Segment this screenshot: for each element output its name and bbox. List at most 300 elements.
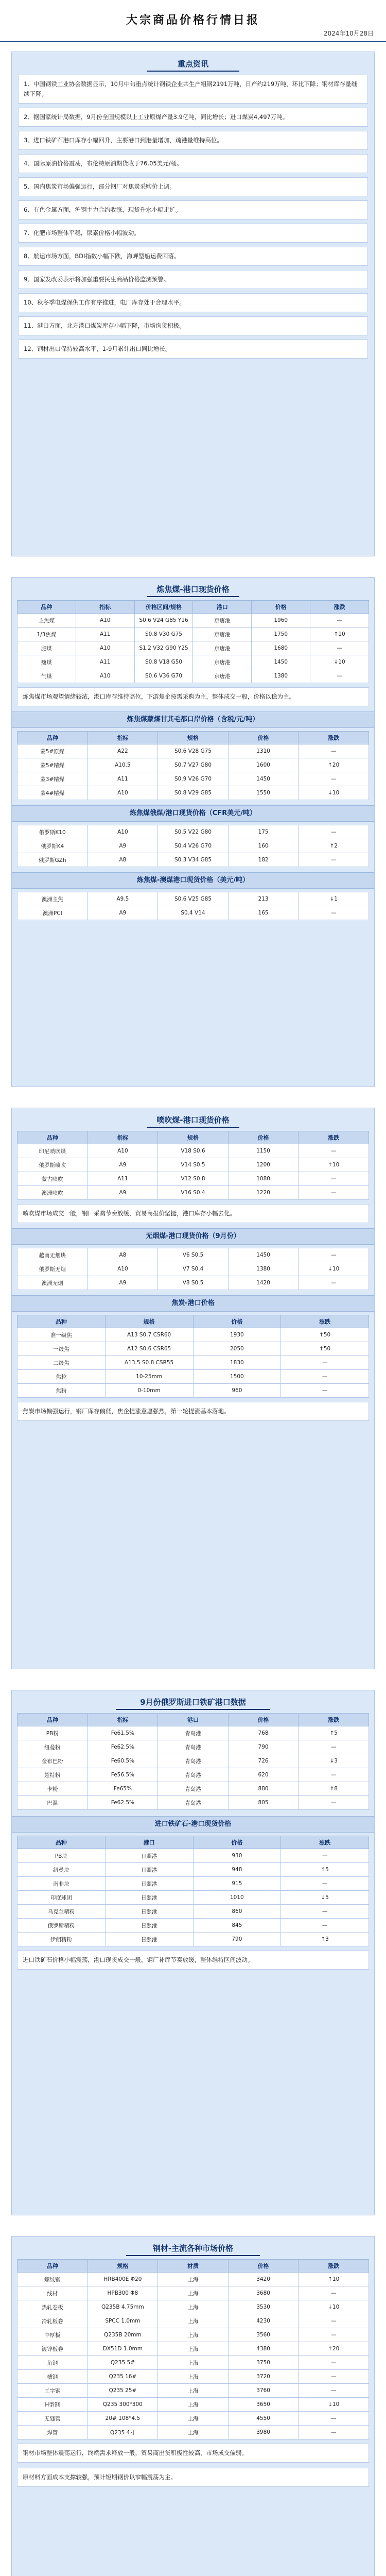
table-row [17, 1158, 369, 1172]
aus-caption: 炼焦煤-澳煤港口现货价格（美元/吨） [12, 872, 374, 889]
table-cell: — [299, 2412, 369, 2426]
table-cell: Fe60.5% [87, 1754, 158, 1768]
table-cell: Fe61.5% [87, 1726, 158, 1740]
table-cell: 日照港 [105, 1891, 193, 1905]
table-cell: 冷轧板卷 [17, 2314, 88, 2328]
table-row [17, 1384, 369, 1398]
highlights-panel [11, 52, 375, 556]
table-cell: — [299, 906, 369, 920]
coking-coal-caption: 炼焦煤-港口现货价格 [147, 583, 239, 597]
table-cell: — [299, 2356, 369, 2370]
table-cell: 蒙古喷吹 [17, 1172, 88, 1186]
table-cell: 焦粉 [17, 1384, 106, 1398]
column-header: 指标 [87, 1714, 158, 1726]
table-row [17, 1919, 369, 1933]
column-header: 涨跌 [299, 1714, 369, 1726]
table-cell: A9.5 [87, 892, 158, 906]
table-cell: 角钢 [17, 2356, 88, 2370]
table-cell: 青岛港 [158, 1754, 229, 1768]
table-cell: 1450 [228, 772, 299, 786]
table-cell: 上海 [158, 2286, 229, 2300]
table-row [17, 2273, 369, 2286]
column-header: 规格 [158, 732, 229, 744]
table-cell: 1500 [193, 1370, 281, 1384]
table-cell: — [299, 744, 369, 758]
table-cell: 青岛港 [158, 1768, 229, 1782]
column-header: 涨跌 [299, 732, 369, 744]
table-cell: — [310, 641, 369, 655]
table-cell: 青岛港 [158, 1740, 229, 1754]
table-row [17, 1276, 369, 1290]
table-cell: 伊朗精粉 [17, 1933, 106, 1946]
table-row [17, 2356, 369, 2370]
table-cell: — [299, 1186, 369, 1200]
steel-table [17, 2259, 369, 2439]
steel-note: 钢材市场整体震荡运行，终端需求释放一般，贸易商出货积极性较高，市场成交偏弱。 [17, 2444, 369, 2463]
column-header: 价格 [252, 601, 310, 614]
table-cell: 焦粒 [17, 1370, 106, 1384]
table-cell: V18 S0.6 [158, 1144, 229, 1158]
anthracite-caption: 无烟煤-港口现货价格（9月份） [12, 1228, 374, 1245]
table-cell: 乌克兰精粉 [17, 1905, 106, 1919]
table-cell: 日照港 [105, 1863, 193, 1877]
highlight-item: 10、秋冬季电煤保供工作有序推进，电厂库存处于合理水平。 [18, 293, 368, 312]
column-header: 涨跌 [299, 2260, 369, 2273]
column-header: 价格 [228, 1714, 299, 1726]
table-cell: — [299, 2314, 369, 2328]
table-cell: 1750 [252, 628, 310, 641]
highlight-item: 8、航运市场方面，BDI指数小幅下跌，海岬型船运费回落。 [18, 247, 368, 266]
table-row [17, 2426, 369, 2439]
table-cell: Q235B 4.75mm [87, 2300, 158, 2314]
highlight-item: 11、港口方面，北方港口煤炭库存小幅下降，市场询货积极。 [18, 316, 368, 335]
table-cell: 青岛港 [158, 1782, 229, 1796]
table-cell: 1450 [228, 1248, 299, 1262]
column-header: 港口 [158, 1714, 229, 1726]
table-cell: 1830 [193, 1356, 281, 1370]
table-cell: 螺纹钢 [17, 2273, 88, 2286]
table-cell: 160 [228, 839, 299, 853]
table-cell: 蒙3#精煤 [17, 772, 88, 786]
table-row [17, 1754, 369, 1768]
table-cell: A8 [87, 1248, 158, 1262]
table-cell: 蒙5#原煤 [17, 744, 88, 758]
steel-caption: 钢材-主流各种市场价格 [126, 2242, 260, 2256]
table-cell: 1600 [228, 758, 299, 772]
highlight-item: 7、化肥市场整体平稳，尿素价格小幅波动。 [18, 224, 368, 243]
table-row [17, 1740, 369, 1754]
table-cell: — [310, 669, 369, 683]
table-row [17, 628, 369, 641]
table-cell: 2050 [193, 1342, 281, 1356]
table-cell: ↑20 [299, 2342, 369, 2356]
table-cell: 3560 [228, 2328, 299, 2342]
table-cell: 3980 [228, 2426, 299, 2439]
pci-panel [11, 1108, 375, 1669]
table-row [17, 2286, 369, 2300]
table-cell: A22 [87, 744, 158, 758]
table-row [17, 1863, 369, 1877]
table-cell: 京唐港 [193, 614, 252, 628]
highlight-item: 6、有色金属方面，沪铜主力合约收涨，现货升水小幅走扩。 [18, 200, 368, 219]
table-cell: 俄罗斯GZh [17, 853, 88, 867]
table-cell: 1450 [252, 655, 310, 669]
table-cell: — [281, 1370, 369, 1384]
table-row [17, 744, 369, 758]
table-cell: V7 S0.4 [158, 1262, 229, 1276]
table-cell: PB块 [17, 1849, 106, 1863]
table-cell: ↓5 [281, 1891, 369, 1905]
table-cell: A10 [87, 825, 158, 839]
table-cell: 790 [193, 1933, 281, 1946]
table-row [17, 1328, 369, 1342]
table-cell: 超特粉 [17, 1768, 88, 1782]
coke-caption: 焦炭-港口价格 [12, 1295, 374, 1312]
table-cell: — [299, 1796, 369, 1810]
table-cell: — [310, 614, 369, 628]
table-cell: Fe62.5% [87, 1796, 158, 1810]
column-header: 价格 [228, 2260, 299, 2273]
table-row [17, 641, 369, 655]
table-cell: A12 S0.6 CSR65 [105, 1342, 193, 1356]
table-cell: PB粉 [17, 1726, 88, 1740]
table-cell: ↑5 [281, 1863, 369, 1877]
table-cell: 805 [228, 1796, 299, 1810]
table-cell: 1220 [228, 1186, 299, 1200]
table-cell: ↑10 [299, 1158, 369, 1172]
table-cell: 二级焦 [17, 1356, 106, 1370]
table-cell: 澳洲主焦 [17, 892, 88, 906]
table-cell: 日照港 [105, 1877, 193, 1891]
table-cell: Q235 300*300 [87, 2398, 158, 2412]
table-cell: ↑2 [299, 839, 369, 853]
table-cell: 1960 [252, 614, 310, 628]
table-cell: 中厚板 [17, 2328, 88, 2342]
table-row [17, 2370, 369, 2384]
table-cell: A10 [87, 786, 158, 800]
table-cell: Fe62.5% [87, 1740, 158, 1754]
table-cell: 213 [228, 892, 299, 906]
table-cell: A11 [76, 628, 134, 641]
table-cell: — [281, 1877, 369, 1891]
table-row [17, 655, 369, 669]
table-cell: — [299, 2384, 369, 2398]
table-cell: S0.6 V24 G85 Y16 [134, 614, 193, 628]
highlight-item: 1、中国钢铁工业协会数据显示，10月中旬重点统计钢铁企业共生产粗钢2191万吨，日产约219万吨，环比下降；钢材库存量继续下降。 [18, 75, 368, 104]
table-cell: S0.3 V34 G85 [158, 853, 229, 867]
column-header: 规格 [105, 1315, 193, 1328]
table-cell: 青岛港 [158, 1796, 229, 1810]
column-header: 品种 [17, 1315, 106, 1328]
table-cell: ↑10 [299, 2273, 369, 2286]
table-cell: 俄罗斯精粉 [17, 1919, 106, 1933]
table-cell: ↑10 [310, 628, 369, 641]
table-cell: A11 [87, 1172, 158, 1186]
table-row [17, 1768, 369, 1782]
table-cell: ↓10 [299, 2398, 369, 2412]
highlight-item: 3、进口铁矿石港口库存小幅回升，主要港口到港量增加，疏港量维持高位。 [18, 131, 368, 150]
table-cell: Q235 5# [87, 2356, 158, 2370]
table-cell: — [281, 1919, 369, 1933]
table-cell: A10 [76, 669, 134, 683]
table-cell: 上海 [158, 2328, 229, 2342]
table-cell: H型钢 [17, 2398, 88, 2412]
table-cell: 880 [228, 1782, 299, 1796]
highlight-item: 4、国际原油价格震荡，布伦特原油期货收于76.05美元/桶。 [18, 154, 368, 173]
russia-table [17, 825, 369, 867]
table-cell: — [299, 1172, 369, 1186]
table-cell: — [299, 1276, 369, 1290]
table-cell: ↓10 [299, 786, 369, 800]
table-row [17, 614, 369, 628]
table-row [17, 669, 369, 683]
column-header: 价格 [228, 732, 299, 744]
table-cell: 巴混 [17, 1796, 88, 1810]
coke-note: 焦炭市场偏强运行，钢厂库存偏低，焦企提涨意愿强烈，第一轮提涨基本落地。 [17, 1402, 369, 1421]
table-cell: V8 S0.5 [158, 1276, 229, 1290]
table-row [17, 1186, 369, 1200]
table-row [17, 1342, 369, 1356]
column-header: 指标 [87, 1131, 158, 1144]
table-row [17, 1144, 369, 1158]
table-cell: — [299, 772, 369, 786]
table-cell: HRB400E Φ20 [87, 2273, 158, 2286]
column-header: 涨跌 [281, 1836, 369, 1849]
column-header: 品种 [17, 732, 88, 744]
table-cell: A13.5 S0.8 CSR55 [105, 1356, 193, 1370]
table-cell: S0.8 V30 G75 [134, 628, 193, 641]
column-header: 港口 [105, 1836, 193, 1849]
table-cell: 1/3焦煤 [17, 628, 76, 641]
table-cell: 860 [193, 1905, 281, 1919]
table-row [17, 1726, 369, 1740]
iron-ore-table [17, 1713, 369, 1810]
highlights-list [12, 75, 374, 369]
table-cell: 瘦煤 [17, 655, 76, 669]
table-cell: A11 [87, 772, 158, 786]
table-row [17, 2412, 369, 2426]
table-cell: A10 [87, 1144, 158, 1158]
table-cell: 4550 [228, 2412, 299, 2426]
table-cell: A9 [87, 1186, 158, 1200]
table-row [17, 2384, 369, 2398]
table-cell: 槽钢 [17, 2370, 88, 2384]
column-header: 指标 [87, 732, 158, 744]
table-cell: — [299, 2328, 369, 2342]
report-header [0, 0, 386, 42]
highlight-item: 5、国内焦炭市场偏强运行，部分钢厂对焦炭采购价上调。 [18, 177, 368, 196]
table-row [17, 786, 369, 800]
table-cell: 京唐港 [193, 669, 252, 683]
table-cell: V16 S0.4 [158, 1186, 229, 1200]
table-cell: 3650 [228, 2398, 299, 2412]
table-cell: S0.8 V29 G85 [158, 786, 229, 800]
table-cell: A9 [87, 839, 158, 853]
table-cell: 澳洲PCI [17, 906, 88, 920]
table-cell: 印度球团 [17, 1891, 106, 1905]
table-cell: ↓3 [299, 1754, 369, 1768]
table-row [17, 853, 369, 867]
table-cell: 915 [193, 1877, 281, 1891]
steel-panel [11, 2236, 375, 2576]
table-cell: 焊管 [17, 2426, 88, 2439]
table-cell: 3420 [228, 2273, 299, 2286]
table-row [17, 1356, 369, 1370]
table-row [17, 1905, 369, 1919]
column-header: 涨跌 [310, 601, 369, 614]
table-cell: HPB300 Φ8 [87, 2286, 158, 2300]
highlight-item: 2、据国家统计局数据，9月份全国规模以上工业原煤产量3.9亿吨，同比增长；进口煤炭4,497万吨。 [18, 108, 368, 127]
table-cell: 越南无烟块 [17, 1248, 88, 1262]
table-row [17, 2398, 369, 2412]
iron-ore-panel [11, 1690, 375, 2215]
table-cell: — [299, 1144, 369, 1158]
table-cell: 1930 [193, 1328, 281, 1342]
coking-coal-note: 炼焦煤市场观望情绪较浓，港口库存维持高位，下游焦企按需采购为主，整体成交一般，价格以稳为主。 [17, 687, 369, 706]
table-cell: 1150 [228, 1144, 299, 1158]
table-cell: 纽曼块 [17, 1863, 106, 1877]
pci-table [17, 1131, 369, 1200]
column-header: 品种 [17, 1131, 88, 1144]
column-header: 价格 [228, 1131, 299, 1144]
table-cell: S1.2 V32 G90 Y25 [134, 641, 193, 655]
table-cell: 1310 [228, 744, 299, 758]
aus-table [17, 892, 369, 920]
report-title: 大宗商品价格行情日报 [126, 14, 260, 27]
table-cell: 澳洲无烟 [17, 1276, 88, 1290]
table-cell: — [299, 853, 369, 867]
table-cell: 3760 [228, 2384, 299, 2398]
table-row [17, 906, 369, 920]
table-cell: 蒙5#精煤 [17, 758, 88, 772]
table-cell: — [299, 825, 369, 839]
steel-note-2: 原材料方面成本支撑较强，预计短期钢价以窄幅震荡为主。 [17, 2468, 369, 2487]
table-cell: V14 S0.5 [158, 1158, 229, 1172]
table-cell: A10.5 [87, 758, 158, 772]
table-cell: 线材 [17, 2286, 88, 2300]
table-cell: — [299, 1768, 369, 1782]
table-cell: 京唐港 [193, 628, 252, 641]
mongolia-table [17, 731, 369, 800]
table-row [17, 2328, 369, 2342]
table-cell: 京唐港 [193, 641, 252, 655]
table-cell: 930 [193, 1849, 281, 1863]
pci-note: 喷吹煤市场成交一般，钢厂采购节奏放缓，贸易商报价坚挺，港口库存小幅去化。 [17, 1204, 369, 1223]
table-row [17, 1933, 369, 1946]
table-cell: ↓1 [299, 892, 369, 906]
table-cell: 南非块 [17, 1877, 106, 1891]
column-header: 价格 [193, 1836, 281, 1849]
coking-coal-panel [11, 577, 375, 1087]
table-row [17, 758, 369, 772]
table-cell: — [299, 2426, 369, 2439]
table-cell: 上海 [158, 2300, 229, 2314]
highlight-item: 9、国家发改委表示将加强重要民生商品价格监测预警。 [18, 270, 368, 289]
table-row [17, 1849, 369, 1863]
table-cell: V6 S0.5 [158, 1248, 229, 1262]
table-cell: 1680 [252, 641, 310, 655]
table-cell: ↑20 [299, 758, 369, 772]
table-cell: 热轧卷板 [17, 2300, 88, 2314]
column-header: 品种 [17, 601, 76, 614]
table-row [17, 2300, 369, 2314]
table-cell: Fe65% [87, 1782, 158, 1796]
table-cell: Q235 16# [87, 2370, 158, 2384]
table-cell: A13 S0.7 CSR60 [105, 1328, 193, 1342]
table-cell: Q235 25# [87, 2384, 158, 2398]
table-cell: A9 [87, 906, 158, 920]
iron-ore-caption: 9月份俄罗斯进口铁矿港口数据 [116, 1696, 270, 1710]
table-cell: 4380 [228, 2342, 299, 2356]
table-cell: 1010 [193, 1891, 281, 1905]
table-cell: 上海 [158, 2314, 229, 2328]
table-row [17, 1370, 369, 1384]
iron-ore-port-caption: 进口铁矿石-港口现货价格 [12, 1816, 374, 1833]
table-cell: 1080 [228, 1172, 299, 1186]
table-cell: 卡粉 [17, 1782, 88, 1796]
table-cell: 1380 [228, 1262, 299, 1276]
table-cell: 上海 [158, 2412, 229, 2426]
table-row [17, 772, 369, 786]
column-header: 规格 [158, 1131, 229, 1144]
table-cell: 3680 [228, 2286, 299, 2300]
table-cell: — [281, 1356, 369, 1370]
highlight-item: 12、钢材出口保持较高水平，1-9月累计出口同比增长。 [18, 340, 368, 359]
table-cell: 165 [228, 906, 299, 920]
table-cell: 0-10mm [105, 1384, 193, 1398]
table-cell: 845 [193, 1919, 281, 1933]
pci-caption: 喷吹煤-港口现货价格 [147, 1113, 239, 1128]
table-cell: 俄罗斯喷吹 [17, 1158, 88, 1172]
table-cell: 无缝管 [17, 2412, 88, 2426]
table-cell: S0.6 V28 G75 [158, 744, 229, 758]
table-cell: 日照港 [105, 1933, 193, 1946]
table-cell: A8 [87, 853, 158, 867]
table-row [17, 1248, 369, 1262]
coking-coal-table [17, 600, 369, 683]
table-cell: DX51D 1.0mm [87, 2342, 158, 2356]
table-cell: 主焦煤 [17, 614, 76, 628]
table-cell: 日照港 [105, 1905, 193, 1919]
table-cell: Q235 4寸 [87, 2426, 158, 2439]
table-cell: Fe56.5% [87, 1768, 158, 1782]
table-row [17, 2342, 369, 2356]
table-cell: — [299, 1740, 369, 1754]
table-cell: 俄罗斯无烟 [17, 1262, 88, 1276]
table-cell: V12 S0.8 [158, 1172, 229, 1186]
table-cell: — [299, 2370, 369, 2384]
table-cell: A9 [87, 1158, 158, 1172]
table-cell: 3720 [228, 2370, 299, 2384]
table-row [17, 1262, 369, 1276]
table-cell: 京唐港 [193, 655, 252, 669]
mongolia-caption: 炼焦煤蒙煤甘其毛都口岸价格（含税/元/吨） [12, 711, 374, 728]
table-cell: — [281, 1905, 369, 1919]
table-cell: ↑8 [299, 1782, 369, 1796]
russia-caption: 炼焦煤俄煤/港口现货价格（CFR美元/吨） [12, 805, 374, 822]
table-cell: 上海 [158, 2273, 229, 2286]
table-cell: 1550 [228, 786, 299, 800]
table-cell: — [281, 1384, 369, 1398]
table-cell: 768 [228, 1726, 299, 1740]
coke-table [17, 1315, 369, 1398]
table-cell: 4230 [228, 2314, 299, 2328]
column-header: 价格区间/规格 [134, 601, 193, 614]
table-cell: 上海 [158, 2398, 229, 2412]
table-cell: 10-25mm [105, 1370, 193, 1384]
column-header: 价格 [193, 1315, 281, 1328]
table-cell: 肥煤 [17, 641, 76, 655]
